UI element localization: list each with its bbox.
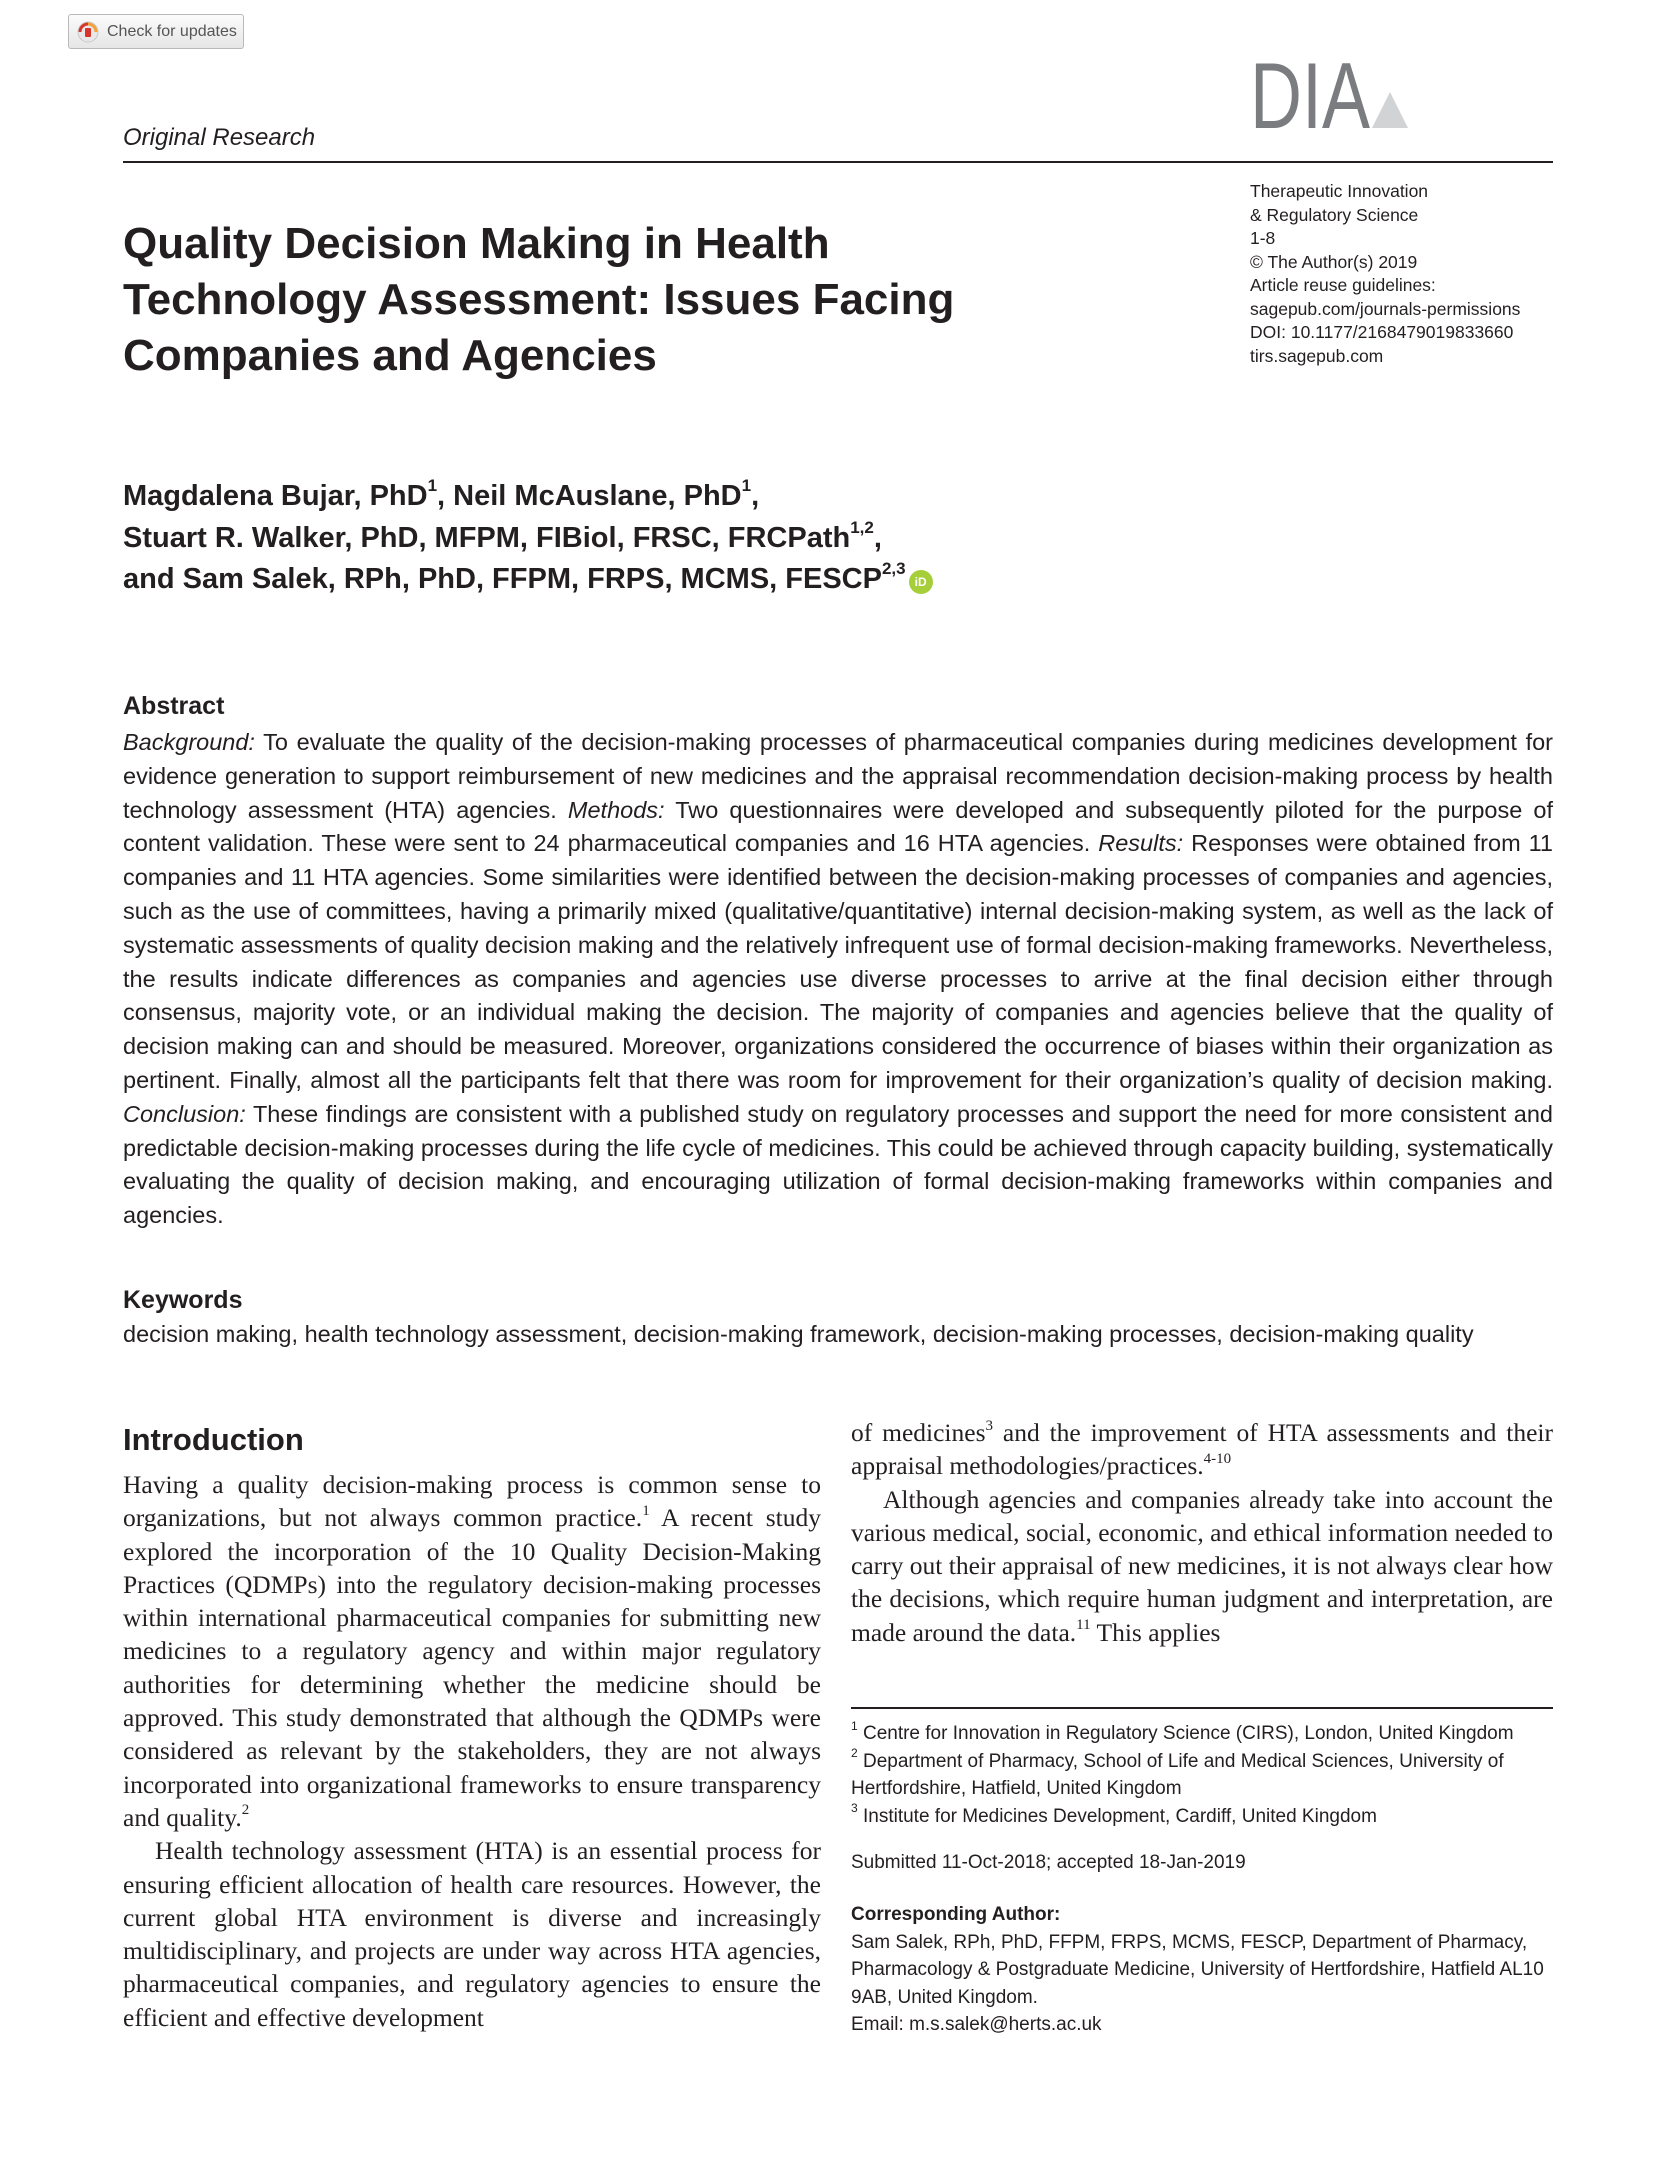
affiliation-mark: 1,2 xyxy=(850,517,874,537)
affiliation-mark: 1 xyxy=(851,1718,858,1733)
paragraph xyxy=(123,1468,821,1834)
email-link[interactable]: m.s.salek@herts.ac.uk xyxy=(909,2014,1102,2035)
affiliations xyxy=(851,1720,1553,1830)
journal-info xyxy=(1250,180,1520,368)
journal-name-line: Therapeutic Innovation xyxy=(1250,181,1429,201)
journal-url[interactable]: tirs.sagepub.com xyxy=(1250,345,1384,366)
check-for-updates-label: Check for updates xyxy=(107,22,237,40)
paragraph-text: A recent study explored the incorporation of the 10 Quality Decision-Making Practices (QDMPs) into the regulatory decision-making processes within international pharmaceutical companies for submitting new medicines to a regulatory agency and within major regulatory authorities for determining whether the medicine should be approved. This study demonstrated that although the QDMPs were considered as relevant by the stakeholders, they are not always incorporated into organizational frameworks to ensure transparency and quality. xyxy=(123,1503,821,1832)
footnote-rule xyxy=(851,1707,1553,1709)
article-title xyxy=(123,216,1133,384)
copyright: © The Author(s) 2019 xyxy=(1250,251,1418,272)
paragraph-text: This applies xyxy=(1090,1617,1221,1647)
abstract-text: Two questionnaires were developed and subsequently piloted for the purpose of content validation. These were sent to 24 pharmaceutical companies and 16 HTA agencies. xyxy=(123,796,1553,857)
title-line: Quality Decision Making in Health xyxy=(123,219,830,268)
paragraph xyxy=(851,1483,1553,1649)
citation-ref[interactable]: 4-10 xyxy=(1203,1450,1232,1467)
corresponding-author xyxy=(851,1901,1553,2039)
corresponding-author-details: Sam Salek, RPh, PhD, FFPM, FRPS, MCMS, FESCP, Department of Pharmacy, Pharmacology & Postgraduate Medicine, University of Hertfordshire, Hatfield AL10 9AB, United Kingdom. xyxy=(851,1931,1544,2008)
check-for-updates-button[interactable] xyxy=(68,14,244,49)
keywords-heading: Keywords xyxy=(123,1286,243,1314)
abstract-heading: Abstract xyxy=(123,692,225,720)
citation-ref[interactable]: 3 xyxy=(985,1417,994,1434)
affiliation-mark: 1 xyxy=(427,476,438,496)
affiliation-mark: 1 xyxy=(741,476,752,496)
dia-logo xyxy=(1250,56,1410,132)
dia-logo-text: DIA xyxy=(1250,56,1371,132)
affiliation-text: Centre for Innovation in Regulatory Science (CIRS), London, United Kingdom xyxy=(862,1723,1514,1744)
affiliation-mark: 3 xyxy=(851,1801,858,1816)
affiliation-text: Department of Pharmacy, School of Life and Medical Sciences, University of Hertfordshire, Hatfield, United Kingdom xyxy=(851,1750,1504,1799)
citation-ref[interactable]: 11 xyxy=(1076,1617,1091,1634)
affiliation-mark: 2,3 xyxy=(881,559,906,579)
body-column-left xyxy=(123,1468,821,2034)
citation-ref[interactable]: 1 xyxy=(642,1502,650,1519)
abstract-text: These findings are consistent with a published study on regulatory processes and support the need for more consistent and predictable decision-making processes during the life cycle of medicines. This could be achieved through capacity building, systematically evaluating the quality of decision making, and encouraging utilization of formal decision-making frameworks within companies and agencies. xyxy=(123,1100,1553,1229)
corresponding-author-label: Corresponding Author: xyxy=(851,1904,1061,1925)
affiliation-text: Institute for Medicines Development, Cardiff, United Kingdom xyxy=(862,1805,1377,1827)
paragraph-text: and the improvement of HTA assessments and their appraisal methodologies/practices. xyxy=(851,1418,1553,1481)
introduction-heading: Introduction xyxy=(123,1422,304,1457)
header-rule xyxy=(123,161,1553,163)
body-column-right xyxy=(851,1416,1553,1649)
update-badge-icon xyxy=(77,21,99,43)
paragraph-text: Having a quality decision-making process is common sense to organizations, but not always common practice. xyxy=(123,1470,821,1533)
title-line: Companies and Agencies xyxy=(123,331,657,380)
submission-dates: Submitted 11-Oct-2018; accepted 18-Jan-2019 xyxy=(851,1852,1246,1873)
paragraph: Health technology assessment (HTA) is an essential process for ensuring efficient allocation of health care resources. However, the current global HTA environment is diverse and increasingly multidisciplinary, and projects are under way across HTA agencies, pharmaceutical companies, and regulatory agencies to ensure the efficient and effective development xyxy=(123,1836,821,2032)
citation-ref[interactable]: 2 xyxy=(241,1802,250,1819)
paragraph-text: Although agencies and companies already take into account the various medical, social, economic, and ethical information needed to carry out their appraisal of new medicines, it is not always clear how the decisions, which require human judgment and interpretation, are made around the data. xyxy=(851,1484,1553,1647)
abstract-label: Methods: xyxy=(567,796,665,823)
affiliation-mark: 2 xyxy=(851,1746,858,1761)
title-line: Technology Assessment: Issues Facing xyxy=(123,275,955,324)
abstract-text: Responses were obtained from 11 companies and 11 HTA agencies. Some similarities were identified between the decision-making processes of companies and agencies, such as the use of committees, having a primarily mixed (qualitative/quantitative) internal decision-making system, as well as the lack of systematic assessments of quality decision making and the relatively infrequent use of formal decision-making frameworks. Nevertheless, the results indicate differences as companies and agencies use diverse processes to arrive at the final decision either through consensus, majority vote, or an individual making the decision. The majority of companies and agencies believe that the quality of decision making can and should be measured. Moreover, organizations considered the occurrence of biases within their organization as pertinent. Finally, almost all the participants felt that there was room for improvement for their organization’s quality of decision making. xyxy=(123,830,1554,1093)
affiliation-item xyxy=(851,1748,1553,1803)
abstract-label: Results: xyxy=(1098,830,1184,857)
author-name: Neil McAuslane, PhD xyxy=(453,480,742,512)
paragraph-text: of medicines xyxy=(851,1418,986,1447)
doi[interactable]: DOI: 10.1177/2168479019833660 xyxy=(1250,322,1514,342)
paragraph xyxy=(851,1416,1553,1483)
author-list: Magdalena Bujar, PhD$^1$, Neil McAuslane, PhD$^1$, Stuart R. Walker, PhD, MFPM, FIBiol, FRSC, FRCPath$^{1,2}$, and Sam Salek, RPh, PhD, FFPM, FRPS, MCMS, FESCP$^{2,3}$iD xyxy=(123,476,1223,601)
affiliation-item xyxy=(851,1803,1553,1831)
article-type: Original Research xyxy=(123,124,316,151)
author-name: and Sam Salek, RPh, PhD, FFPM, FRPS, MCMS, FESCP xyxy=(123,563,882,595)
author-name: Magdalena Bujar, PhD xyxy=(123,480,428,512)
email-label: Email: xyxy=(851,2014,904,2035)
abstract-text: To evaluate the quality of the decision-making processes of pharmaceutical companies during medicines development for evidence generation to support reimbursement of new medicines and the appraisal recommendation decision-making process by health technology assessment (HTA) agencies. xyxy=(123,729,1553,823)
abstract-label: Conclusion: xyxy=(123,1100,246,1127)
abstract-body xyxy=(123,726,1553,1233)
affiliation-item xyxy=(851,1720,1553,1748)
orcid-icon[interactable]: iD xyxy=(909,570,933,594)
reuse-guidelines-label: Article reuse guidelines: xyxy=(1250,275,1436,295)
permissions-link[interactable]: sagepub.com/journals-permissions xyxy=(1250,298,1521,319)
author-name: Stuart R. Walker, PhD, MFPM, FIBiol, FRSC, FRCPath xyxy=(123,521,851,554)
email-line xyxy=(851,2011,1553,2039)
abstract-label: Background: xyxy=(123,729,255,755)
journal-name-line: & Regulatory Science xyxy=(1250,204,1419,225)
keywords-list: decision making, health technology assessment, decision-making framework, decision-making processes, decision-making quality xyxy=(123,1321,1474,1347)
page-range: 1-8 xyxy=(1250,228,1276,248)
